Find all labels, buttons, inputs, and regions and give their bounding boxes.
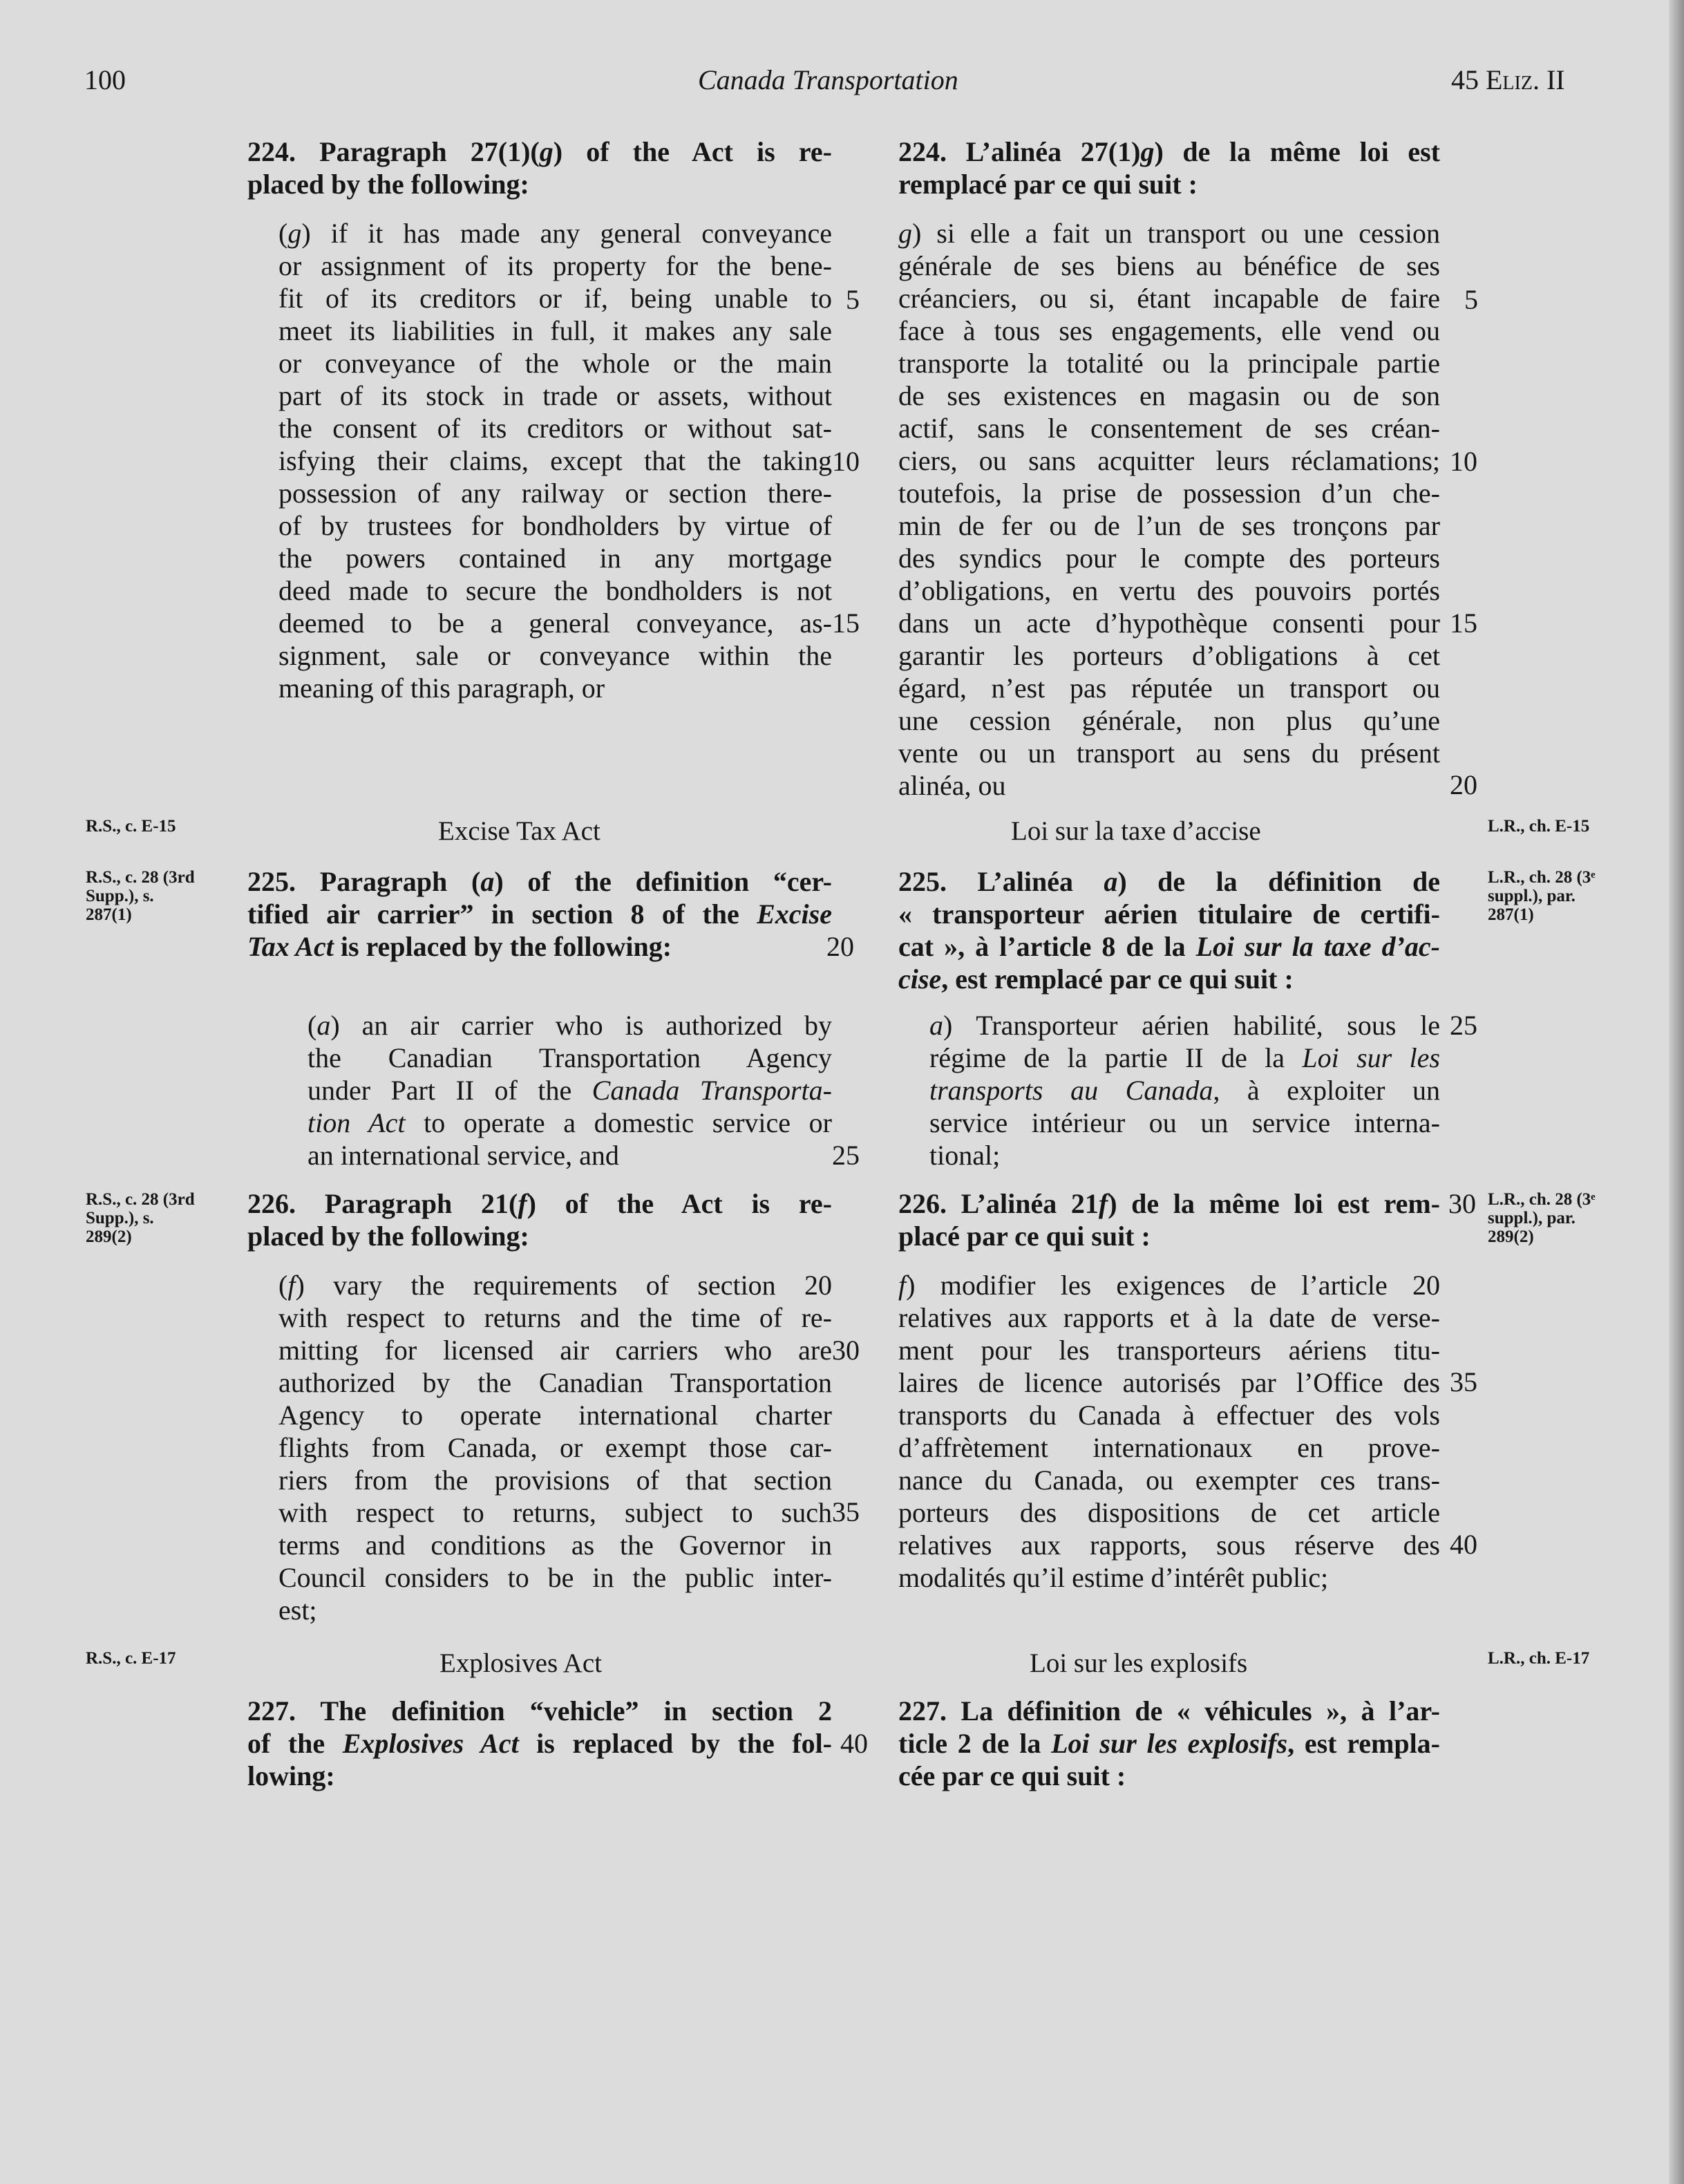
s226-en-line: riers from the provisions of that section (278, 1465, 832, 1496)
s224-fr-line: créanciers, ou si, étant incapable de faire (898, 283, 1440, 314)
s225-fr-line: service intérieur ou un service interna- (929, 1107, 1440, 1138)
s225-heading-en-2: tified air carrier” in section 8 of the Excise (247, 898, 832, 930)
line-number-en: 15 (832, 608, 860, 639)
s227-heading-fr-3: cée par ce qui suit : (898, 1760, 1126, 1791)
s226-en-line: with respect to returns and the time of re- (278, 1302, 832, 1333)
s225-heading-fr (860, 865, 1440, 995)
s225-body-en (308, 1009, 832, 1171)
s225-heading-fr-3: cat », à l’article 8 de la Loi sur la taxe d’ac- (898, 931, 1440, 962)
s224-fr-line: transporte la totalité ou la principale partie (898, 348, 1440, 379)
s224-fr-line: face à tous ses engagements, elle vend ou (898, 315, 1440, 346)
s224-fr-line: alinéa, ou (898, 770, 1006, 801)
line-number-en: 35 (832, 1496, 860, 1527)
s227-heading-en-1: 227. The definition “vehicle” in section 2 (247, 1695, 832, 1726)
s224-fr-line: égard, n’est pas réputée un transport ou (898, 672, 1440, 704)
s227-heading-fr (860, 1695, 1440, 1792)
s227-heading-fr-1: 227. La définition de « véhicules », à l’ar- (898, 1695, 1440, 1726)
regnal-year: 45 Eliz. II (1451, 64, 1565, 95)
s224-en-line: the consent of its creditors or without sat- (278, 413, 832, 444)
line-number-fr: 25 (1450, 1010, 1477, 1041)
s225-heading-fr-4: cise, est remplacé par ce qui suit : (898, 963, 1294, 995)
s226-heading-en (247, 1187, 832, 1252)
s224-en-line: isfying their claims, except that the taking (278, 445, 832, 476)
s226-fr-line: modalités qu’il estime d’intérêt public; (898, 1562, 1329, 1593)
s224-en-line: meaning of this paragraph, or (278, 672, 605, 704)
s225-heading-en-1: 225. Paragraph (a) of the definition “cer- (247, 866, 832, 897)
s224-en-line: the powers contained in any mortgage (278, 543, 832, 574)
s224-fr-line: une cession générale, non plus qu’une (898, 705, 1440, 736)
line-number-en: 25 (832, 1140, 860, 1171)
s224-heading-en-2: placed by the following: (247, 169, 529, 200)
s225-heading-fr-2: « transporteur aérien titulaire de certifi- (898, 898, 1440, 930)
s224-heading-en-1: 224. Paragraph 27(1)(g) of the Act is re- (247, 136, 832, 167)
margin-note-left-explosives: R.S., c. E-17 (86, 1649, 176, 1668)
s224-fr-line: des syndics pour le compte des porteurs (898, 543, 1440, 574)
explosives-act-title-en: Explosives Act (439, 1648, 603, 1678)
s226-en-line: (f) vary the requirements of section 20 (278, 1270, 832, 1301)
s226-en-line: authorized by the Canadian Transportation (278, 1367, 832, 1398)
s226-heading-fr-2: placé par ce qui suit : (898, 1221, 1151, 1252)
s224-fr-line: d’obligations, en vertu des pouvoirs portés (898, 575, 1440, 606)
margin-note-right-explosives: L.R., ch. E-17 (1488, 1649, 1590, 1668)
s224-en-line: meet its liabilities in full, it makes any sale (278, 315, 832, 346)
s226-fr-line: relatives aux rapports, sous réserve des (898, 1529, 1440, 1561)
line-number-fr: 35 (1450, 1366, 1477, 1397)
s226-fr-line: transports du Canada à effectuer des vols (898, 1400, 1440, 1431)
s224-en-line: (g) if it has made any general conveyance (278, 218, 832, 249)
s225-body-fr (929, 1009, 1440, 1171)
s226-heading-en-1: 226. Paragraph 21(f) of the Act is re- (247, 1188, 833, 1219)
excise-tax-act-title-en: Excise Tax Act (438, 816, 600, 846)
s225-en-line: under Part II of the Canada Transporta- (308, 1075, 832, 1106)
s224-fr-line: vente ou un transport au sens du présent (898, 737, 1440, 769)
running-title: Canada Transportation (698, 64, 958, 95)
margin-note-right-excise: L.R., ch. E-15 (1488, 817, 1590, 836)
page-number: 100 (84, 64, 126, 95)
s227-heading-en (247, 1695, 832, 1792)
margin-note-right-226: L.R., ch. 28 (3ᵉ suppl.), par. 289(2) (1488, 1190, 1596, 1246)
s225-fr-line: a) Transporteur aérien habilité, sous le (929, 1010, 1440, 1041)
s224-en-line: of by trustees for bondholders by virtue of (278, 510, 832, 541)
s224-en-line: deemed to be a general conveyance, as- (278, 608, 832, 639)
s225-en-line: the Canadian Transportation Agency (308, 1042, 832, 1073)
s226-en-line: est; (278, 1594, 317, 1626)
s224-fr-line: générale de ses biens au bénéfice de ses (898, 250, 1440, 281)
s226-fr-line: d’affrètement internationaux en prove- (898, 1432, 1440, 1463)
line-number-fr: 10 (1450, 446, 1477, 477)
s226-en-line: mitting for licensed air carriers who are (278, 1335, 832, 1366)
s226-en-line: terms and conditions as the Governor in (278, 1529, 832, 1561)
s224-en-line: or assignment of its property for the bene- (278, 250, 832, 281)
line-number-en: 5 (846, 284, 860, 315)
s224-fr-line: actif, sans le consentement de ses créan- (898, 413, 1440, 444)
s225-heading-fr-1: 225. L’alinéa a) de la définition de (898, 866, 1440, 897)
s225-heading-en (247, 865, 832, 963)
french-column (898, 135, 1440, 200)
s226-en-line: Council considers to be in the public inter- (278, 1562, 832, 1593)
s224-en-line: part of its stock in trade or assets, without (278, 380, 832, 411)
s224-fr-line: ciers, ou sans acquitter leurs réclamations; (898, 445, 1440, 476)
line-number-en: 30 (832, 1335, 860, 1366)
s225-en-line: tion Act to operate a domestic service or (308, 1107, 832, 1138)
explosives-act-title-fr: Loi sur les explosifs (1030, 1648, 1248, 1678)
s227-heading-fr-2: ticle 2 de la Loi sur les explosifs, est rempla- (898, 1728, 1441, 1759)
s224-en-line: fit of its creditors or if, being unable to (278, 283, 832, 314)
line-number-en: 10 (832, 446, 860, 477)
s227-heading-en-3: lowing: (247, 1760, 335, 1791)
s226-fr-line: laires de licence autorisés par l’Office des (898, 1367, 1440, 1398)
line-number-fr: 15 (1450, 608, 1477, 639)
s224-body-fr (898, 217, 1440, 802)
s224-en-line: or conveyance of the whole or the main (278, 348, 832, 379)
s224-en-line: signment, sale or conveyance within the (278, 640, 832, 671)
line-number-fr: 20 (1450, 769, 1477, 800)
margin-note-left-226: R.S., c. 28 (3rd Supp.), s. 289(2) (86, 1190, 195, 1246)
s226-en-line: Agency to operate international charter (278, 1400, 832, 1431)
s226-fr-line: f) modifier les exigences de l’article 20 (898, 1270, 1440, 1301)
s226-body-en (278, 1269, 832, 1626)
s225-fr-line: tional; (929, 1140, 1001, 1171)
english-column (247, 135, 832, 200)
margin-note-left-excise: R.S., c. E-15 (86, 817, 176, 836)
s226-heading-fr (898, 1187, 1440, 1252)
s224-fr-line: g) si elle a fait un transport ou une cession (898, 218, 1440, 249)
s225-heading-en-3: Tax Act is replaced by the following: (247, 931, 672, 962)
excise-tax-act-title-fr: Loi sur la taxe d’accise (1011, 816, 1261, 846)
s227-heading-en-2: of the Explosives Act is replaced by the fol- (247, 1728, 833, 1759)
s224-fr-line: de ses existences en magasin ou de son (898, 380, 1440, 411)
s226-fr-line: ment pour les transporteurs aériens titu- (898, 1335, 1440, 1366)
s224-heading-fr-1: 224. L’alinéa 27(1)g) de la même loi est (898, 136, 1440, 167)
line-number-en: 20 (826, 931, 854, 962)
s224-en-line: deed made to secure the bondholders is not (278, 575, 832, 606)
s224-en-line: possession of any railway or section there- (278, 478, 832, 509)
s226-body-fr (898, 1269, 1440, 1594)
margin-note-right-225: L.R., ch. 28 (3ᵉ suppl.), par. 287(1) (1488, 868, 1596, 924)
s224-fr-line: min de fer ou de l’un de ses tronçons par (898, 510, 1440, 541)
page-edge-shadow (1669, 0, 1684, 2184)
s226-heading-fr-1: 226. L’alinéa 21f) de la même loi est rem- (898, 1188, 1441, 1219)
s224-fr-line: toutefois, la prise de possession d’un che- (898, 478, 1440, 509)
s224-body-en (278, 217, 832, 704)
s224-heading-fr-2: remplacé par ce qui suit : (898, 169, 1198, 200)
margin-note-left-225: R.S., c. 28 (3rd Supp.), s. 287(1) (86, 868, 195, 924)
s225-fr-line: transports au Canada, à exploiter un (929, 1075, 1441, 1106)
line-number-fr: 5 (1464, 284, 1478, 315)
line-number-en: 40 (840, 1728, 868, 1759)
line-number-fr: 40 (1450, 1529, 1477, 1560)
s226-en-line: with respect to returns, subject to such (278, 1497, 832, 1528)
s224-fr-line: garantir les porteurs d’obligations à cet (898, 640, 1440, 671)
s226-en-line: flights from Canada, or exempt those car- (278, 1432, 832, 1463)
s224-fr-line: dans un acte d’hypothèque consenti pour (898, 608, 1440, 639)
s226-fr-line: relatives aux rapports et à la date de verse- (898, 1302, 1440, 1333)
s225-en-line: (a) an air carrier who is authorized by (308, 1010, 832, 1041)
s225-en-line: an international service, and (308, 1140, 619, 1171)
s225-fr-line: régime de la partie II de la Loi sur les (929, 1042, 1440, 1073)
s226-heading-en-2: placed by the following: (247, 1221, 529, 1252)
line-number-fr: 30 (1448, 1188, 1476, 1219)
s226-fr-line: nance du Canada, ou exempter ces trans- (898, 1465, 1440, 1496)
s226-fr-line: porteurs des dispositions de cet article (898, 1497, 1440, 1528)
